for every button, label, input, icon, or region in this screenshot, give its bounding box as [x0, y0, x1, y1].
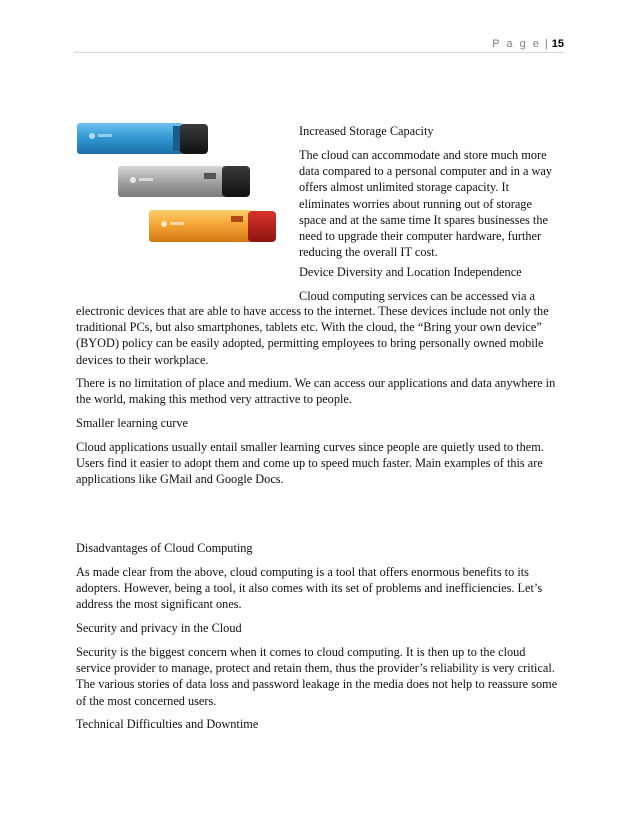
- header-separator: |: [544, 38, 548, 50]
- gray-stick: [118, 166, 250, 197]
- usb-sticks-image: [76, 118, 290, 270]
- heading-smaller-learning-curve: Smaller learning curve: [76, 416, 188, 430]
- paragraph-smaller-learning-curve: Cloud applications usually entail smaller learning curves since people are quietly used to them. Users find it easier to adopt them and come up to speed much faster. Main examples of this are applications like GMail and Google Docs.: [76, 440, 544, 487]
- page-label: P a g e: [492, 38, 541, 50]
- paragraph-no-limitation: There is no limitation of place and medium. We can access our applications and data anywhere in the world, making this method very attractive to people.: [76, 376, 556, 407]
- paragraph-device-diversity-first-line: Cloud computing services can be accessed via a: [299, 289, 535, 303]
- paragraph-disadvantages: As made clear from the above, cloud computing is a tool that offers enormous benefits to its adopters. However, being a tool, it also comes with its set of problems and inefficiencies. Let’s address the most significant ones.: [76, 565, 543, 612]
- paragraph-device-diversity: electronic devices that are able to have access to the internet. These devices include not only the traditional PCs, but also smartphones, tablets etc. With the cloud, the “Bring your own device” (BYOD) policy can be easily adopted, permitting employees to bring personally owned mobile devices to their workplace.: [76, 304, 549, 367]
- paragraph-increased-storage: The cloud can accommodate and store much more data compared to a personal computer and in a way offers almost unlimited storage capacity. It eliminates worries about running out of storage space and at the same time It spares businesses the need to upgrade their computer hardware, further reducing the overall IT cost.: [299, 148, 553, 260]
- page-number: 15: [551, 38, 564, 50]
- header-rule: [74, 52, 564, 53]
- page-header: [492, 38, 564, 50]
- blue-stick: [77, 123, 208, 154]
- paragraph-security-privacy: Security is the biggest concern when it comes to cloud computing. It is then up to the cloud service provider to manage, protect and retain them, thus the provider’s reliability is very critical. The various stories of data loss and password leakage in the media does not help to reassure some of the most concerned users.: [76, 645, 558, 708]
- heading-security-privacy: Security and privacy in the Cloud: [76, 621, 242, 635]
- heading-increased-storage: Increased Storage Capacity: [299, 124, 434, 138]
- heading-device-diversity: Device Diversity and Location Independence: [299, 265, 522, 279]
- orange-stick: [149, 210, 276, 242]
- heading-disadvantages: Disadvantages of Cloud Computing: [76, 541, 253, 555]
- heading-technical-difficulties: Technical Difficulties and Downtime: [76, 717, 259, 731]
